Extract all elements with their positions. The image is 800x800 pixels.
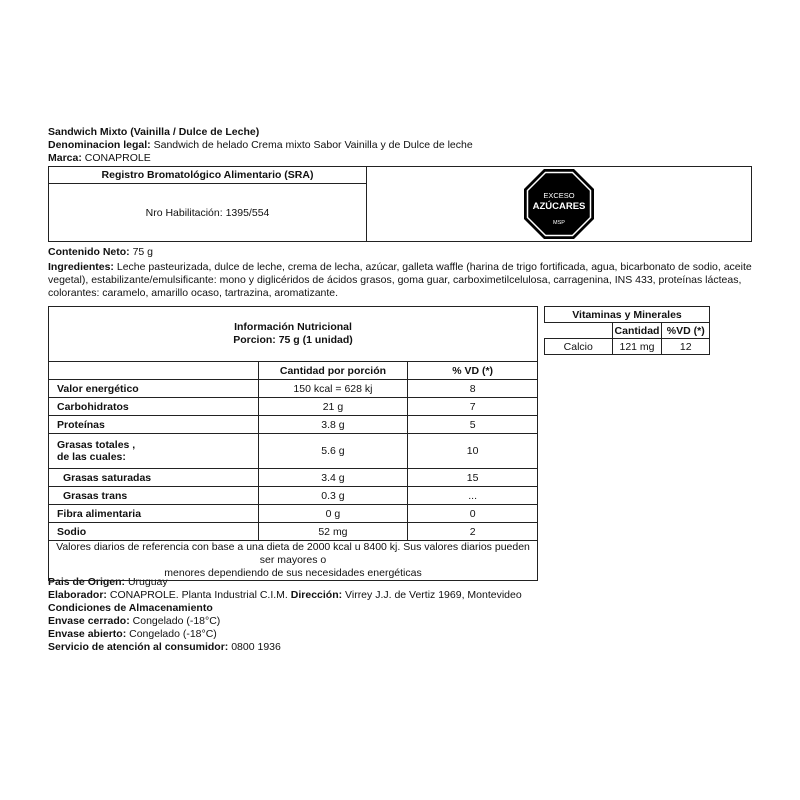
registry-info: [49, 167, 367, 241]
net-content-value: 75 g: [132, 246, 154, 258]
product-title: Sandwich Mixto (Vainilla / Dulce de Leche): [48, 126, 260, 138]
nutrition-footnote-row: [49, 541, 538, 581]
row-amount: 21 g: [258, 398, 408, 416]
registry-box: [48, 166, 752, 242]
legal-name-label: Denominacion legal:: [48, 139, 151, 151]
row-vd: ...: [408, 487, 538, 505]
footer-info: [48, 576, 754, 654]
producer-label: Elaborador:: [48, 589, 107, 601]
table-row: [49, 416, 538, 434]
seal-line3: MSP: [553, 220, 565, 226]
table-row: [49, 398, 538, 416]
row-vd: 10: [408, 434, 538, 469]
nutrition-footnote: [49, 541, 538, 581]
origin-label: Pais de Origen:: [48, 576, 126, 588]
row-amount: 0.3 g: [258, 487, 408, 505]
brand-value: CONAPROLE: [84, 152, 151, 164]
row-name: Proteínas: [49, 416, 259, 434]
row-name: Grasas trans: [49, 487, 259, 505]
storage-open: [48, 628, 754, 641]
vitamins-header-vd: %VD (*): [662, 323, 710, 339]
vitamins-header-empty: [545, 323, 613, 339]
ingredients-label: Ingredientes:: [48, 261, 114, 273]
vitamins-header-amount: Cantidad: [612, 323, 662, 339]
vitamins-title-row: [545, 307, 710, 323]
row-name-line1: Grasas totales ,: [57, 439, 136, 451]
vitamins-title: Vitaminas y Minerales: [545, 307, 710, 323]
vitamin-name: Calcio: [545, 339, 613, 355]
producer-value: CONAPROLE. Planta Industrial C.I.M.: [109, 589, 288, 601]
row-name-line2: de las cuales:: [57, 451, 126, 463]
table-row: [49, 434, 538, 469]
storage-closed: [48, 615, 754, 628]
row-name: [49, 434, 259, 469]
row-amount: 3.8 g: [258, 416, 408, 434]
vitamins-header-row: [545, 323, 710, 339]
header-amount: Cantidad por porción: [258, 362, 408, 380]
row-vd: 2: [408, 523, 538, 541]
row-vd: 8: [408, 380, 538, 398]
row-amount: 3.4 g: [258, 469, 408, 487]
service-label: Servicio de atención al consumidor:: [48, 641, 229, 653]
vitamins-table: [544, 306, 710, 355]
service-value: 0800 1936: [231, 641, 281, 653]
row-amount: 0 g: [258, 505, 408, 523]
legal-name: [48, 139, 754, 152]
excess-sugar-seal: [523, 168, 595, 240]
ingredients-value: Leche pasteurizada, dulce de leche, crema de lecha, azúcar, galleta waffle (harina de trigo fortificada, agua, bicarbonato de sodio, aceite vegetal), estabilizante/emulsificante: mono y diglicéridos de ácidos grasos, goma guar, carboximetilcelulosa, carragenina, INS 433, proteínas lácteas, colorantes: caramelo, amarillo ocaso, tartrazina, aromatizante.: [48, 261, 752, 299]
vitamin-amount: 121 mg: [612, 339, 662, 355]
table-row: [49, 505, 538, 523]
storage-open-value: Congelado (-18°C): [129, 628, 217, 640]
row-amount: 150 kcal = 628 kj: [258, 380, 408, 398]
registry-seal-cell: [367, 167, 751, 241]
row-name: Valor energético: [49, 380, 259, 398]
nutrition-title: Información Nutricional: [234, 321, 352, 333]
seal-line1: EXCESO: [543, 191, 575, 200]
nutrition-title-row: [49, 307, 538, 362]
brand: [48, 152, 754, 165]
nutrition-portion: Porcion: 75 g (1 unidad): [233, 334, 353, 346]
storage-closed-label: Envase cerrado:: [48, 615, 130, 627]
ingredients: [48, 261, 754, 300]
product-sheet: [48, 126, 754, 654]
net-content-label: Contenido Neto:: [48, 246, 130, 258]
address-label: Dirección:: [290, 589, 343, 601]
seal-line2: AZÚCARES: [532, 201, 586, 212]
octagon-warning-icon: [523, 168, 595, 240]
origin-value: Uruguay: [127, 576, 168, 588]
header-vd: % VD (*): [408, 362, 538, 380]
table-row: [49, 380, 538, 398]
row-name: Sodio: [49, 523, 259, 541]
row-vd: 5: [408, 416, 538, 434]
net-content: [48, 246, 754, 259]
registry-habilitation: Nro Habilitación: 1395/554: [145, 206, 270, 219]
consumer-service: [48, 641, 754, 654]
producer: [48, 589, 754, 602]
row-amount: 5.6 g: [258, 434, 408, 469]
nutrition-title-cell: [49, 307, 538, 362]
header-empty: [49, 362, 259, 380]
vitamin-vd: 12: [662, 339, 710, 355]
row-vd: 7: [408, 398, 538, 416]
nutrition-table: [48, 306, 538, 581]
row-name: Fibra alimentaria: [49, 505, 259, 523]
row-amount: 52 mg: [258, 523, 408, 541]
footnote-line2: menores dependiendo de sus necesidades energéticas: [164, 567, 422, 579]
storage-closed-value: Congelado (-18°C): [132, 615, 221, 627]
row-name: Grasas saturadas: [49, 469, 259, 487]
registry-header: Registro Bromatológico Alimentario (SRA): [49, 167, 366, 184]
row-name: Carbohidratos: [49, 398, 259, 416]
address-value: Virrey J.J. de Vertiz 1969, Montevideo: [345, 589, 522, 601]
table-row: [545, 339, 710, 355]
footnote-line1: Valores diarios de referencia con base a una dieta de 2000 kcal u 8400 kj. Sus valores diarios pueden ser mayores o: [56, 541, 530, 566]
table-row: [49, 523, 538, 541]
legal-name-value: Sandwich de helado Crema mixto Sabor Vainilla y de Dulce de leche: [153, 139, 473, 151]
storage-title: Condiciones de Almacenamiento: [48, 602, 213, 614]
storage-open-label: Envase abierto:: [48, 628, 127, 640]
nutrition-area: [48, 306, 754, 579]
nutrition-header-row: [49, 362, 538, 380]
brand-label: Marca:: [48, 152, 82, 164]
table-row: [49, 469, 538, 487]
table-row: [49, 487, 538, 505]
row-vd: 0: [408, 505, 538, 523]
row-vd: 15: [408, 469, 538, 487]
